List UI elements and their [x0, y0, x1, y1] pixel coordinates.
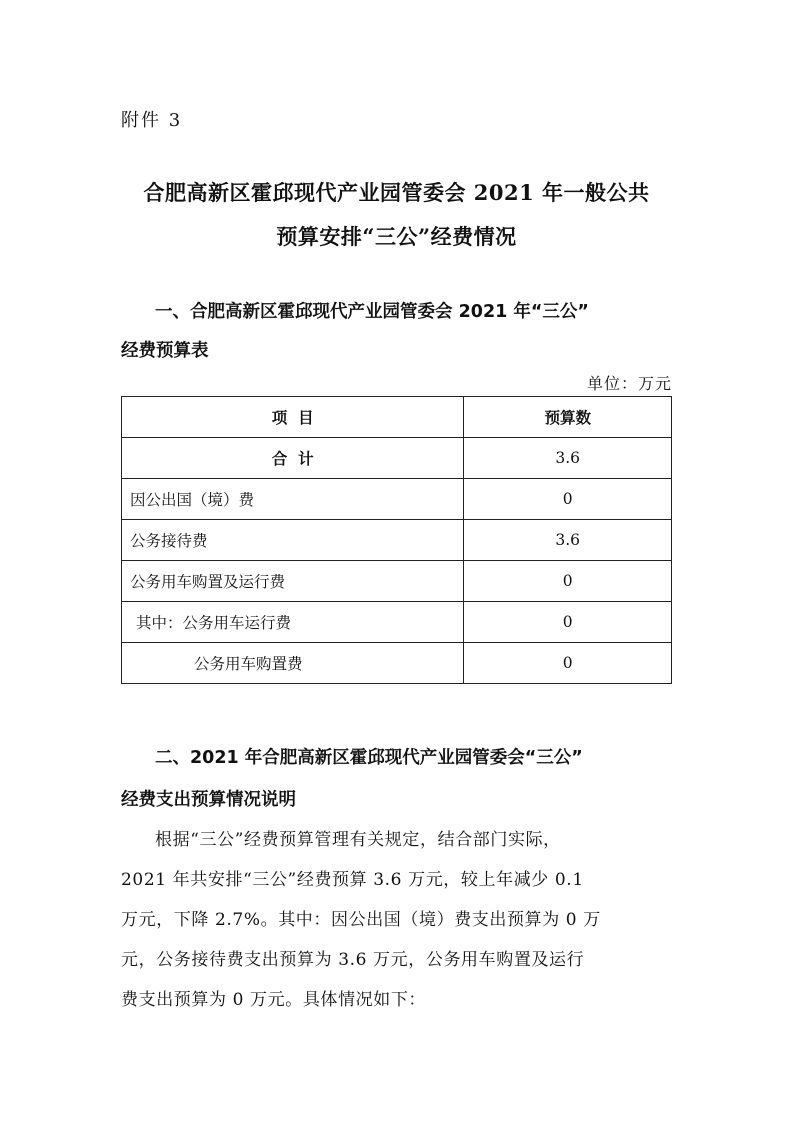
unit-label: 单位：万元 — [586, 374, 672, 393]
paragraph-line: 2021 年共安排“三公”经费预算 3.6 万元，较上年减少 0.1 — [121, 870, 584, 890]
row-item-vehicle-purchase: 公务用车购置费 — [122, 643, 464, 684]
row-value-overseas: 0 — [464, 479, 672, 520]
table-row — [122, 479, 672, 520]
row-item-total: 合 计 — [122, 438, 464, 479]
table-row — [122, 643, 672, 684]
section-2-heading-line-2: 经费支出预算情况说明 — [121, 790, 296, 810]
paragraph-line: 费支出预算为 0 万元。具体情况如下： — [121, 990, 427, 1010]
table-row — [122, 520, 672, 561]
section-1-heading-line-1: 一、合肥高新区霍邱现代产业园管委会 2021 年“三公” — [155, 302, 589, 322]
table-row — [122, 602, 672, 643]
header-value: 预算数 — [464, 397, 672, 438]
paragraph-line: 万元，下降 2.7%。其中：因公出国（境）费支出预算为 0 万 — [121, 910, 601, 930]
budget-table — [121, 396, 672, 684]
header-item: 项 目 — [122, 397, 464, 438]
row-value-total: 3.6 — [464, 438, 672, 479]
row-value-vehicle-purchase: 0 — [464, 643, 672, 684]
section-2-heading-line-1: 二、2021 年合肥高新区霍邱现代产业园管委会“三公” — [155, 748, 583, 768]
row-item-vehicle: 公务用车购置及运行费 — [122, 561, 464, 602]
section-1-heading-line-2: 经费预算表 — [121, 341, 209, 361]
table-row — [122, 561, 672, 602]
row-value-vehicle-operation: 0 — [464, 602, 672, 643]
document-title-line-2: 预算安排“三公”经费情况 — [276, 224, 517, 249]
table-header-row — [122, 397, 672, 438]
attachment-label: 附件 3 — [121, 110, 183, 131]
row-item-reception: 公务接待费 — [122, 520, 464, 561]
row-value-reception: 3.6 — [464, 520, 672, 561]
explanation-paragraph — [121, 820, 673, 1020]
document-title-line-1: 合肥高新区霍邱现代产业园管委会 2021 年一般公共 — [143, 180, 650, 205]
row-value-vehicle: 0 — [464, 561, 672, 602]
paragraph-line: 元，公务接待费支出预算为 3.6 万元，公务用车购置及运行 — [121, 950, 585, 970]
row-item-overseas: 因公出国（境）费 — [122, 479, 464, 520]
paragraph-line: 根据“三公”经费预算管理有关规定，结合部门实际， — [155, 830, 561, 850]
row-item-vehicle-operation: 其中：公务用车运行费 — [122, 602, 464, 643]
table-row — [122, 438, 672, 479]
